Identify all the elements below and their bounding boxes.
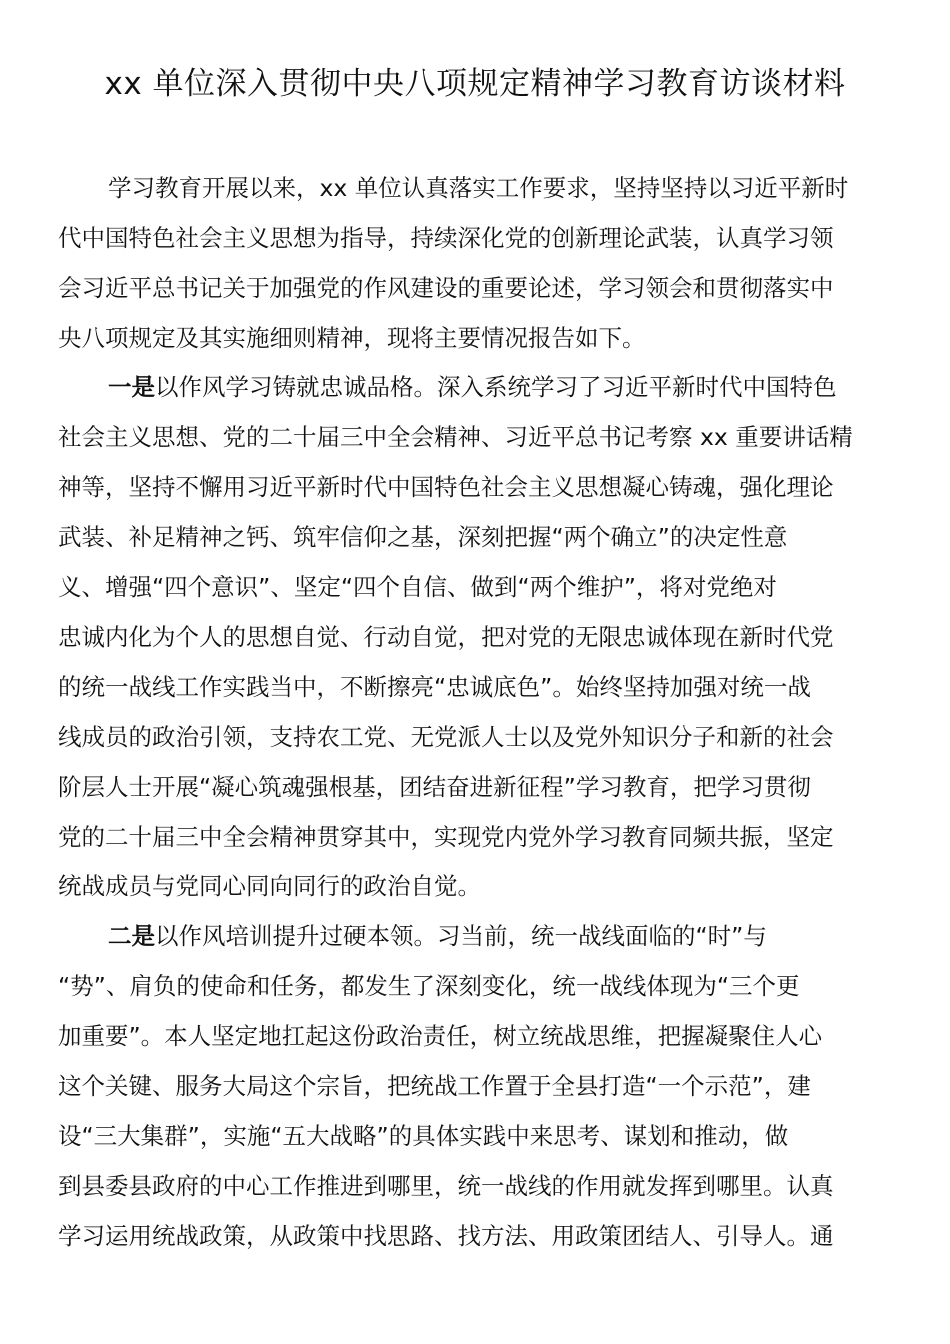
paragraph-2-line: 神等，坚持不懈用习近平新时代中国特色社会主义思想凝心铸魂，强化理论 xyxy=(58,473,834,501)
paragraph-1-line: 会习近平总书记关于加强党的作风建设的重要论述，学习领会和贯彻落实中 xyxy=(58,274,834,302)
paragraph-2-line: 武装、补足精神之钙、筑牢信仰之基，深刻把握“两个确立”的决定性意 xyxy=(58,523,788,551)
paragraph-1-line: 央八项规定及其实施细则精神，现将主要情况报告如下。 xyxy=(58,324,646,352)
paragraph-1-line: 代中国特色社会主义思想为指导，持续深化党的创新理论武装，认真学习领 xyxy=(58,224,834,252)
paragraph-2-line: 义、增强“四个意识”、坚定“四个自信、做到“两个维护”，将对党绝对 xyxy=(58,573,777,601)
document-title: xx 单位深入贯彻中央八项规定精神学习教育访谈材料 xyxy=(104,66,846,102)
paragraph-2-line: 线成员的政治引领，支持农工党、无党派人士以及党外知识分子和新的社会 xyxy=(58,723,834,751)
paragraph-2-lead: 一是 xyxy=(108,373,155,401)
paragraph-2-line: 的统一战线工作实践当中，不断擦亮“忠诚底色”。始终坚持加强对统一战 xyxy=(58,673,811,701)
paragraph-2-first-line xyxy=(108,369,837,405)
paragraph-2-line: 社会主义思想、党的二十届三中全会精神、习近平总书记考察 xx 重要讲话精 xyxy=(58,423,853,451)
paragraph-2-line: 忠诚内化为个人的思想自觉、行动自觉，把对党的无限忠诚体现在新时代党 xyxy=(58,623,834,651)
paragraph-3-first-line xyxy=(108,918,767,954)
paragraph-2-line: 统战成员与党同心同向同行的政治自觉。 xyxy=(58,872,481,900)
paragraph-3-first-line-text: 以作风培训提升过硬本领。习当前，统一战线面临的“时”与 xyxy=(155,922,767,950)
paragraph-3-line: 到县委县政府的中心工作推进到哪里，统一战线的作用就发挥到哪里。认真 xyxy=(58,1172,834,1200)
paragraph-3-line: 这个关键、服务大局这个宗旨，把统战工作置于全县打造“一个示范”，建 xyxy=(58,1072,811,1100)
paragraph-3-line: 学习运用统战政策，从政策中找思路、找方法、用政策团结人、引导人。通 xyxy=(58,1222,834,1250)
paragraph-1-line: 学习教育开展以来，xx 单位认真落实工作要求，坚持坚持以习近平新时 xyxy=(108,174,849,202)
paragraph-3-lead: 二是 xyxy=(108,922,155,950)
paragraph-2-line: 阶层人士开展“凝心筑魂强根基，团结奋进新征程”学习教育，把学习贯彻 xyxy=(58,773,811,801)
paragraph-3-line: 设“三大集群”，实施“五大战略”的具体实践中来思考、谋划和推动，做 xyxy=(58,1122,789,1150)
paragraph-2-line: 党的二十届三中全会精神贯穿其中，实现党内党外学习教育同频共振，坚定 xyxy=(58,823,834,851)
paragraph-3-line: “势”、肩负的使命和任务，都发生了深刻变化，统一战线体现为“三个更 xyxy=(58,972,800,1000)
paragraph-2-first-line-text: 以作风学习铸就忠诚品格。深入系统学习了习近平新时代中国特色 xyxy=(155,373,837,401)
paragraph-3-line: 加重要”。本人坚定地扛起这份政治责任，树立统战思维，把握凝聚住人心 xyxy=(58,1022,823,1050)
